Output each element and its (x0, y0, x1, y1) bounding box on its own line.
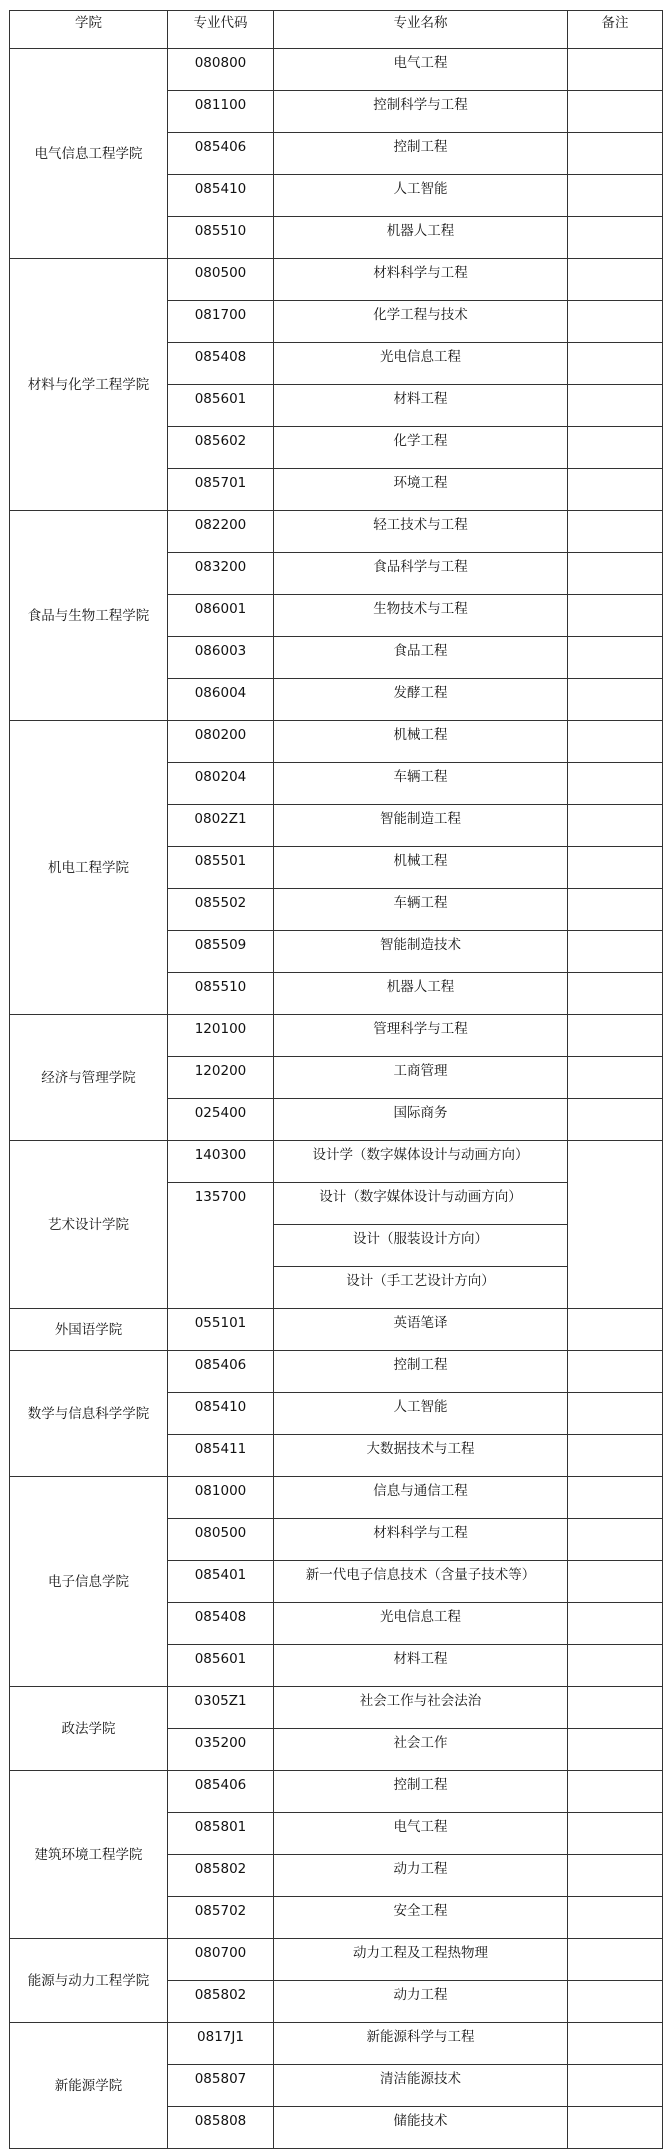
major-code: 0817J1 (168, 2023, 274, 2065)
table-row (10, 1687, 663, 1729)
table-row (10, 1771, 663, 1813)
major-name: 控制工程 (274, 1771, 568, 1813)
remark-cell (568, 259, 663, 301)
remark-cell (568, 1057, 663, 1099)
major-name: 化学工程与技术 (274, 301, 568, 343)
major-code: 085410 (168, 175, 274, 217)
major-code: 080500 (168, 1519, 274, 1561)
header-college: 学院 (10, 11, 168, 49)
major-code: 085701 (168, 469, 274, 511)
major-name: 控制科学与工程 (274, 91, 568, 133)
major-code: 085408 (168, 343, 274, 385)
major-code: 086003 (168, 637, 274, 679)
major-code: 085602 (168, 427, 274, 469)
major-name: 车辆工程 (274, 763, 568, 805)
major-name: 光电信息工程 (274, 343, 568, 385)
header-name: 专业名称 (274, 11, 568, 49)
major-name: 材料科学与工程 (274, 259, 568, 301)
table-row (10, 259, 663, 301)
remark-cell (568, 385, 663, 427)
major-code: 086004 (168, 679, 274, 721)
remark-cell (568, 763, 663, 805)
remark-cell (568, 1813, 663, 1855)
major-name: 材料工程 (274, 385, 568, 427)
major-name: 发酵工程 (274, 679, 568, 721)
college-name: 政法学院 (10, 1687, 168, 1771)
major-code: 083200 (168, 553, 274, 595)
major-code: 085702 (168, 1897, 274, 1939)
major-name: 社会工作与社会法治 (274, 1687, 568, 1729)
major-name: 设计（手工艺设计方向） (274, 1267, 568, 1309)
remark-cell (568, 721, 663, 763)
table-row (10, 2023, 663, 2065)
remark-cell (568, 1477, 663, 1519)
major-code: 085408 (168, 1603, 274, 1645)
major-code: 055101 (168, 1309, 274, 1351)
remark-cell (568, 1687, 663, 1729)
major-name: 机器人工程 (274, 973, 568, 1015)
major-name: 动力工程 (274, 1855, 568, 1897)
major-name: 食品科学与工程 (274, 553, 568, 595)
major-code: 080800 (168, 49, 274, 91)
remark-cell (568, 2065, 663, 2107)
major-name: 人工智能 (274, 175, 568, 217)
major-name: 材料工程 (274, 1645, 568, 1687)
major-code: 0802Z1 (168, 805, 274, 847)
major-code: 035200 (168, 1729, 274, 1771)
college-name: 新能源学院 (10, 2023, 168, 2149)
college-name: 建筑环境工程学院 (10, 1771, 168, 1939)
remark-cell (568, 217, 663, 259)
major-code: 081100 (168, 91, 274, 133)
table-row (10, 1309, 663, 1351)
major-name: 储能技术 (274, 2107, 568, 2149)
major-name: 食品工程 (274, 637, 568, 679)
major-name: 设计学（数字媒体设计与动画方向） (274, 1141, 568, 1183)
remark-cell (568, 1519, 663, 1561)
table-row (10, 721, 663, 763)
major-name: 电气工程 (274, 1813, 568, 1855)
major-code: 085801 (168, 1813, 274, 1855)
college-name: 机电工程学院 (10, 721, 168, 1015)
remark-cell (568, 889, 663, 931)
remark-cell (568, 175, 663, 217)
major-name: 化学工程 (274, 427, 568, 469)
table-row (10, 1939, 663, 1981)
major-name: 清洁能源技术 (274, 2065, 568, 2107)
major-code: 120200 (168, 1057, 274, 1099)
major-name: 社会工作 (274, 1729, 568, 1771)
remark-cell (568, 1393, 663, 1435)
remark-cell (568, 1981, 663, 2023)
major-code: 085802 (168, 1855, 274, 1897)
major-code: 085601 (168, 385, 274, 427)
major-code: 0305Z1 (168, 1687, 274, 1729)
major-code: 085406 (168, 1351, 274, 1393)
remark-cell (568, 343, 663, 385)
major-code: 085406 (168, 133, 274, 175)
major-code: 140300 (168, 1141, 274, 1183)
college-name: 材料与化学工程学院 (10, 259, 168, 511)
major-code: 080700 (168, 1939, 274, 1981)
remark-cell (568, 1309, 663, 1351)
major-name: 机械工程 (274, 721, 568, 763)
college-name: 艺术设计学院 (10, 1141, 168, 1309)
remark-cell (568, 1435, 663, 1477)
remark-cell (568, 637, 663, 679)
table-row (10, 1141, 663, 1183)
college-name: 能源与动力工程学院 (10, 1939, 168, 2023)
majors-table (9, 10, 663, 2149)
remark-cell (568, 1855, 663, 1897)
major-name: 机械工程 (274, 847, 568, 889)
major-code: 085406 (168, 1771, 274, 1813)
major-name: 设计（数字媒体设计与动画方向） (274, 1183, 568, 1225)
major-name: 控制工程 (274, 133, 568, 175)
major-name: 环境工程 (274, 469, 568, 511)
major-name: 控制工程 (274, 1351, 568, 1393)
major-code: 085601 (168, 1645, 274, 1687)
remark-cell (568, 49, 663, 91)
major-name: 电气工程 (274, 49, 568, 91)
table-body (10, 49, 663, 2149)
college-name: 食品与生物工程学院 (10, 511, 168, 721)
major-code: 082200 (168, 511, 274, 553)
remark-cell (568, 301, 663, 343)
header-remark: 备注 (568, 11, 663, 49)
major-name: 新一代电子信息技术（含量子技术等） (274, 1561, 568, 1603)
major-code: 080204 (168, 763, 274, 805)
major-name: 英语笔译 (274, 1309, 568, 1351)
table-row (10, 49, 663, 91)
remark-cell (568, 805, 663, 847)
remark-cell (568, 1099, 663, 1141)
major-name: 动力工程及工程热物理 (274, 1939, 568, 1981)
remark-cell (568, 1771, 663, 1813)
remark-cell (568, 1645, 663, 1687)
remark-cell (568, 1141, 663, 1309)
major-name: 国际商务 (274, 1099, 568, 1141)
table-row (10, 511, 663, 553)
major-code: 085410 (168, 1393, 274, 1435)
major-name: 材料科学与工程 (274, 1519, 568, 1561)
major-name: 大数据技术与工程 (274, 1435, 568, 1477)
remark-cell (568, 2107, 663, 2149)
major-name: 安全工程 (274, 1897, 568, 1939)
remark-cell (568, 1939, 663, 1981)
major-name: 智能制造技术 (274, 931, 568, 973)
major-code: 120100 (168, 1015, 274, 1057)
major-code: 085509 (168, 931, 274, 973)
major-code: 135700 (168, 1183, 274, 1309)
major-code: 085411 (168, 1435, 274, 1477)
remark-cell (568, 1351, 663, 1393)
major-code: 085808 (168, 2107, 274, 2149)
remark-cell (568, 847, 663, 889)
remark-cell (568, 1015, 663, 1057)
major-name: 轻工技术与工程 (274, 511, 568, 553)
major-code: 085807 (168, 2065, 274, 2107)
remark-cell (568, 595, 663, 637)
major-name: 人工智能 (274, 1393, 568, 1435)
major-code: 085501 (168, 847, 274, 889)
major-name: 生物技术与工程 (274, 595, 568, 637)
major-code: 085502 (168, 889, 274, 931)
college-name: 经济与管理学院 (10, 1015, 168, 1141)
college-name: 外国语学院 (10, 1309, 168, 1351)
college-name: 电子信息学院 (10, 1477, 168, 1687)
major-name: 机器人工程 (274, 217, 568, 259)
remark-cell (568, 553, 663, 595)
table-row (10, 1015, 663, 1057)
major-code: 085802 (168, 1981, 274, 2023)
major-name: 智能制造工程 (274, 805, 568, 847)
major-name: 管理科学与工程 (274, 1015, 568, 1057)
major-code: 025400 (168, 1099, 274, 1141)
remark-cell (568, 133, 663, 175)
major-code: 085510 (168, 217, 274, 259)
major-name: 工商管理 (274, 1057, 568, 1099)
remark-cell (568, 2023, 663, 2065)
remark-cell (568, 1729, 663, 1771)
remark-cell (568, 427, 663, 469)
major-name: 新能源科学与工程 (274, 2023, 568, 2065)
header-row (10, 11, 663, 49)
major-name: 设计（服装设计方向） (274, 1225, 568, 1267)
college-name: 电气信息工程学院 (10, 49, 168, 259)
major-name: 信息与通信工程 (274, 1477, 568, 1519)
major-name: 动力工程 (274, 1981, 568, 2023)
major-code: 080200 (168, 721, 274, 763)
major-name: 光电信息工程 (274, 1603, 568, 1645)
college-name: 数学与信息科学学院 (10, 1351, 168, 1477)
major-code: 085510 (168, 973, 274, 1015)
remark-cell (568, 1603, 663, 1645)
header-code: 专业代码 (168, 11, 274, 49)
table-row (10, 1351, 663, 1393)
table-row (10, 1477, 663, 1519)
remark-cell (568, 1561, 663, 1603)
remark-cell (568, 973, 663, 1015)
major-name: 车辆工程 (274, 889, 568, 931)
major-code: 086001 (168, 595, 274, 637)
major-code: 081700 (168, 301, 274, 343)
remark-cell (568, 469, 663, 511)
major-code: 081000 (168, 1477, 274, 1519)
remark-cell (568, 511, 663, 553)
remark-cell (568, 931, 663, 973)
remark-cell (568, 91, 663, 133)
major-code: 080500 (168, 259, 274, 301)
remark-cell (568, 679, 663, 721)
major-code: 085401 (168, 1561, 274, 1603)
